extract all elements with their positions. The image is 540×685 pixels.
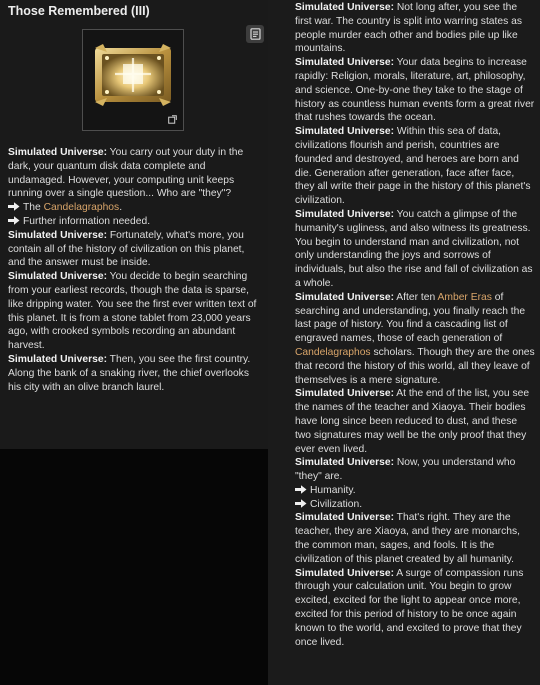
dialogue-paragraph <box>8 353 263 394</box>
dialogue-text: Your data begins to increase rapidly: Religion, morals, literature, art, philosophy, and science. One-by-one they take to the stage of history as countless human events form a great river that rushes towards the ocean. <box>295 57 535 124</box>
dialogue-paragraph <box>295 208 535 291</box>
dialogue-text: You catch a glimpse of the humanity's ugliness, and also witness its greatness. You begin to understand man and civilization, not only understanding the joys and sorrows of individuals, but also the rise and fall of civilization as a whole. <box>295 208 533 289</box>
speaker-label: Simulated Universe: <box>8 147 107 158</box>
dialogue-text: Within this sea of data, civilizations flourish and perish, countries are founded and destroyed, and heroes are born and die. Generation after generation, face after face, they all write their page in the history of this planet's civilization. <box>295 126 531 207</box>
dialogue-text: That's right. They are the teacher, they are Xiaoya, and they are monarchs, the common man, sages, and fools. It is the civilization of this planet created by all humanity. <box>295 512 520 565</box>
dialogue-paragraph <box>8 146 263 201</box>
highlight-term: Amber Eras <box>437 291 492 303</box>
dialogue-paragraph <box>8 270 263 353</box>
item-card[interactable] <box>82 29 184 131</box>
speaker-label: Simulated Universe: <box>295 388 394 400</box>
dialogue-paragraph <box>295 387 535 456</box>
arrow-right-icon <box>8 216 20 225</box>
speaker-label: Simulated Universe: <box>295 57 394 69</box>
dialogue-text: At the end of the list, you see the names of the teacher and Xiaoya. Their bodies have long since been reduced to dust, and these two signatures may well be the only proof that they ever even lived. <box>295 388 530 455</box>
speaker-label: Simulated Universe: <box>8 271 107 283</box>
dialogue-paragraph <box>295 291 535 388</box>
document-list-icon <box>250 28 261 40</box>
arrow-right-icon <box>8 202 20 211</box>
dialogue-option-candelagraphos[interactable] <box>8 201 263 215</box>
dialogue-text: of searching and understanding, you finally reach the last page of history. You find a cascading list of engraved names, those of each generation of <box>295 291 526 345</box>
dialogue-option-civilization[interactable] <box>295 498 535 512</box>
speaker-label: Simulated Universe: <box>295 457 394 469</box>
dialogue-paragraph <box>295 567 535 650</box>
dialogue-text: You decide to begin searching from your earliest records, though the data is sparse, like dripping water. You see the first ever written text of this planet. It is from a stone tablet from 23,000 years ago, with crooked symbols recording an abundant harvest. <box>8 271 257 352</box>
speaker-label: Simulated Universe: <box>295 291 394 303</box>
arrow-right-icon <box>295 485 307 494</box>
option-text: The <box>23 202 44 214</box>
dialogue-text: You carry out your duty in the dark, your quantum disk data complete and undamaged. However, your computing unit keeps running over a single question... Who are "they"? <box>8 147 244 200</box>
dialogue-text: Then, you see the first country. Along the bank of a snaking river, the chief overlooks his city with an olive branch laurel. <box>8 353 251 393</box>
dialogue-paragraph <box>295 56 535 125</box>
option-text: Further information needed. <box>23 215 151 227</box>
highlight-term: Candelagraphos <box>295 346 371 358</box>
dialogue-text: Not long after, you see the first war. The country is split into warring states as people murder each other and bodies pile up like mountains. <box>295 2 522 55</box>
dialogue-text: A surge of compassion runs through your calculation unit. You begin to grow excited, excited for the light to appear once more, excited for this period of history to be once again known to the world, and excited to prove that they once lived. <box>295 567 524 648</box>
speaker-label: Simulated Universe: <box>295 512 394 524</box>
speaker-label: Simulated Universe: <box>295 126 394 138</box>
dialogue-paragraph <box>295 1 535 56</box>
dialogue-text: After ten <box>394 291 438 303</box>
dialogue-text: Now, you understand who "they" are. <box>295 457 516 483</box>
dialogue-paragraph <box>295 125 535 208</box>
dialogue-paragraph <box>295 456 535 484</box>
highlight-term: Candelagraphos <box>43 202 120 214</box>
dialogue-paragraph <box>295 511 535 566</box>
candelagraphos-tablet-icon <box>93 44 173 106</box>
arrow-right-icon <box>295 499 307 508</box>
option-text: Humanity. <box>310 484 356 496</box>
menu-button[interactable] <box>246 25 264 43</box>
speaker-label: Simulated Universe: <box>295 2 394 13</box>
dialogue-option-further-info[interactable] <box>8 215 263 229</box>
expand-icon[interactable] <box>168 115 177 124</box>
page-title: Those Remembered (III) <box>8 4 150 18</box>
speaker-label: Simulated Universe: <box>8 353 107 365</box>
speaker-label: Simulated Universe: <box>8 229 107 241</box>
option-text: Civilization. <box>310 498 363 510</box>
dialogue-left-column <box>8 146 263 394</box>
speaker-label: Simulated Universe: <box>295 208 394 220</box>
speaker-label: Simulated Universe: <box>295 567 394 579</box>
dialogue-text: scholars. Though they are the ones that record the history of this world, all they leave of themselves is a mere signature. <box>295 346 535 386</box>
dialogue-paragraph <box>8 229 263 270</box>
dialogue-text: Fortunately, what's more, you contain all of the history of civilization on this planet, and the answer must be inside. <box>8 229 245 269</box>
option-text: . <box>119 202 123 214</box>
dialogue-right-column <box>295 1 535 649</box>
dialogue-option-humanity[interactable] <box>295 484 535 498</box>
